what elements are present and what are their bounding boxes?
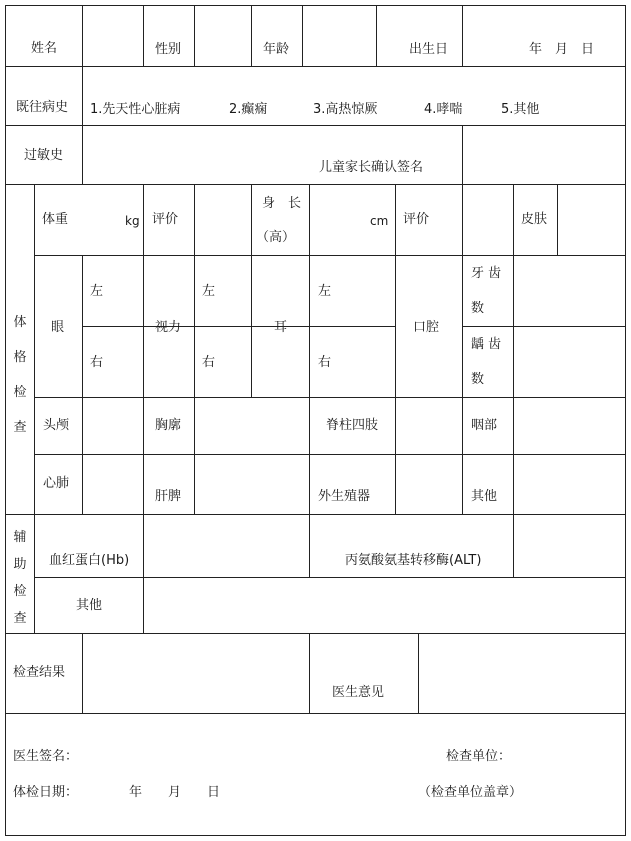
border-line <box>82 5 83 66</box>
chest-label: 胸廓 <box>155 418 182 433</box>
border-line <box>376 5 377 66</box>
border-line <box>462 326 626 327</box>
alt-label: 丙氨酸氨基转移酶(ALT) <box>345 553 482 568</box>
border-line <box>251 184 252 255</box>
height-label: 身 长 <box>262 196 302 211</box>
border-line <box>194 255 195 397</box>
caries-count-label: 龋 齿 <box>471 337 502 352</box>
history-option: 1.先天性心脏病 <box>90 102 181 117</box>
border-line <box>5 125 626 126</box>
teeth-count-label-sub: 数 <box>471 301 485 316</box>
exam-result-label: 检查结果 <box>13 665 66 680</box>
border-line <box>309 633 310 713</box>
border-line <box>5 633 626 634</box>
border-line <box>309 255 310 397</box>
border-line <box>143 255 144 397</box>
gender-label: 性别 <box>155 42 182 57</box>
border-line <box>625 5 626 836</box>
border-line <box>5 5 626 6</box>
border-line <box>513 255 514 397</box>
border-line <box>82 125 83 184</box>
border-line <box>309 514 310 577</box>
pharynx-label: 咽部 <box>471 418 498 433</box>
border-line <box>462 397 463 514</box>
border-line <box>395 397 396 514</box>
history-label: 既往病史 <box>16 100 69 115</box>
exam-date-label: 体检日期： <box>13 785 79 800</box>
border-line <box>143 184 144 255</box>
border-line <box>5 713 626 714</box>
border-line <box>34 577 626 578</box>
border-line <box>82 633 83 713</box>
evaluation-label: 评价 <box>403 212 430 227</box>
vision-left-label: 左 <box>202 284 216 299</box>
vision-right-label: 右 <box>202 355 216 370</box>
weight-unit: kg <box>125 214 140 228</box>
border-line <box>395 255 396 397</box>
border-line <box>82 255 83 397</box>
height-unit: cm <box>370 214 389 228</box>
caries-count-label-sub: 数 <box>471 372 485 387</box>
exam-unit-label: 检查单位： <box>446 749 512 764</box>
border-line <box>418 633 419 713</box>
border-line <box>5 514 626 515</box>
evaluation-label: 评价 <box>152 212 179 227</box>
border-line <box>5 184 626 185</box>
oral-label: 口腔 <box>413 320 440 335</box>
border-line <box>302 5 303 66</box>
aux-other-label: 其他 <box>76 598 103 613</box>
border-line <box>5 66 626 67</box>
doctor-signature-label: 医生签名： <box>13 749 79 764</box>
border-line <box>462 125 463 184</box>
eye-label: 眼 <box>51 320 65 335</box>
spine-limbs-label: 脊柱四肢 <box>326 418 379 433</box>
height-label-sub: （高） <box>256 230 296 245</box>
hb-label: 血红蛋白(Hb) <box>49 553 130 568</box>
ear-right-label: 右 <box>318 355 332 370</box>
border-line <box>462 184 463 255</box>
border-line <box>251 255 252 397</box>
border-line <box>194 397 195 514</box>
weight-label: 体重 <box>42 212 69 227</box>
name-label: 姓名 <box>31 41 58 56</box>
birth-label: 出生日 <box>409 42 449 57</box>
border-line <box>194 5 195 66</box>
ear-label: 耳 <box>274 320 288 335</box>
birth-date-format: 年 月 日 <box>529 42 595 57</box>
border-line <box>34 184 35 633</box>
eye-right-label: 右 <box>90 355 104 370</box>
eye-left-label: 左 <box>90 284 104 299</box>
border-line <box>309 326 395 327</box>
history-option: 4.哮喘 <box>424 102 463 117</box>
allergy-label: 过敏史 <box>24 148 64 163</box>
doctor-opinion-label: 医生意见 <box>332 685 385 700</box>
age-label: 年龄 <box>263 42 290 57</box>
teeth-count-label: 牙 齿 <box>471 266 502 281</box>
aux-exam-section-label: 辅助检查 <box>13 530 27 626</box>
border-line <box>395 184 396 255</box>
exam-date-format: 年 月 日 <box>129 785 221 800</box>
physical-exam-section-label: 体格检查 <box>13 315 27 435</box>
border-line <box>309 184 310 255</box>
unit-stamp-note: （检查单位盖章） <box>418 785 523 800</box>
border-line <box>251 5 252 66</box>
skin-label: 皮肤 <box>521 212 548 227</box>
border-line <box>5 5 6 836</box>
vision-label: 视力 <box>155 320 182 335</box>
border-line <box>513 514 514 577</box>
ear-left-label: 左 <box>318 284 332 299</box>
border-line <box>82 397 83 514</box>
border-line <box>513 397 514 514</box>
heart-lung-label: 心肺 <box>43 476 70 491</box>
liver-spleen-label: 肝脾 <box>155 489 182 504</box>
border-line <box>143 514 144 633</box>
border-line <box>143 5 144 66</box>
border-line <box>34 397 626 398</box>
border-line <box>5 835 626 836</box>
genitals-label: 外生殖器 <box>318 489 371 504</box>
border-line <box>462 5 463 66</box>
head-label: 头颅 <box>43 418 70 433</box>
history-option: 2.癫痫 <box>229 102 268 117</box>
border-line <box>462 255 463 397</box>
border-line <box>34 454 626 455</box>
border-line <box>513 184 514 255</box>
border-line <box>194 184 195 255</box>
border-line <box>143 397 144 514</box>
exam-other-label: 其他 <box>471 489 498 504</box>
history-option: 3.高热惊厥 <box>313 102 378 117</box>
parent-confirm-signature: 儿童家长确认签名 <box>319 160 424 175</box>
border-line <box>309 397 310 514</box>
history-option: 5.其他 <box>501 102 540 117</box>
border-line <box>82 66 83 125</box>
border-line <box>34 255 626 256</box>
border-line <box>557 184 558 255</box>
